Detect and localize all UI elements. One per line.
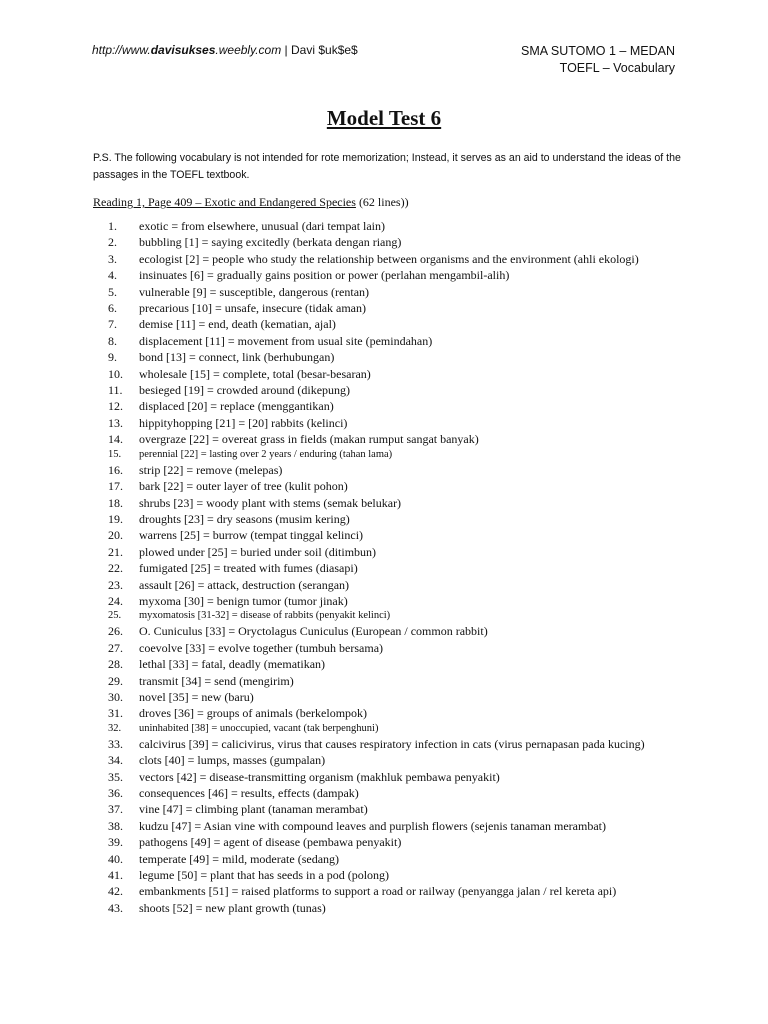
list-item (0, 511, 768, 527)
list-item (0, 867, 768, 883)
list-item-number: 8. (108, 333, 117, 348)
list-item-number: 34. (108, 753, 123, 768)
list-item (0, 673, 768, 689)
list-item-text: vectors [42] = disease-transmitting organism (makhluk pembawa penyakit) (139, 769, 500, 784)
list-item-number: 24. (108, 593, 123, 608)
list-item (0, 218, 768, 234)
list-item-text: lethal [33] = fatal, deadly (mematikan) (139, 657, 326, 672)
list-item-number: 20. (108, 528, 123, 543)
list-item (0, 316, 768, 332)
list-item-text: clots [40] = lumps, masses (gumpalan) (139, 753, 326, 768)
list-item (0, 527, 768, 543)
list-item (0, 900, 768, 916)
list-item-text: droughts [23] = dry seasons (musim kering) (139, 511, 350, 526)
list-item-text: overgraze [22] = overeat grass in fields (makan rumput sangat banyak) (139, 432, 479, 447)
list-item-number: 7. (108, 317, 117, 332)
list-item (0, 834, 768, 850)
list-item-number: 43. (108, 900, 123, 915)
list-item-number: 41. (108, 868, 123, 883)
list-item (0, 577, 768, 593)
list-item-number: 18. (108, 495, 123, 510)
website-url-suffix: .weebly.com (215, 43, 282, 57)
list-item-number: 31. (108, 706, 123, 721)
list-item-number: 9. (108, 350, 117, 365)
list-item-number: 16. (108, 462, 123, 477)
list-item (0, 300, 768, 316)
list-item-text: assault [26] = attack, destruction (serangan) (139, 577, 350, 592)
list-item-number: 12. (108, 399, 123, 414)
list-item (0, 883, 768, 899)
list-item-number: 2. (108, 235, 117, 250)
list-item-text: O. Cuniculus [33] = Oryctolagus Cuniculus (European / common rabbit) (139, 624, 488, 639)
list-item-number: 32. (108, 722, 122, 734)
header-separator: | (281, 43, 292, 57)
list-item-number: 33. (108, 736, 123, 751)
list-item-number: 1. (108, 219, 117, 233)
list-item-text: displacement [11] = movement from usual site (pemindahan) (139, 333, 433, 348)
list-item-number: 23. (108, 577, 123, 592)
list-item-number: 14. (108, 432, 123, 447)
header-author: Davi $uk$e$ (291, 43, 358, 57)
list-item-text: displaced [20] = replace (menggantikan) (139, 399, 334, 414)
list-item-text: consequences [46] = results, effects (dampak) (139, 786, 359, 800)
ps-note: P.S. The following vocabulary is not intended for rote memorization; Instead, it serves as an aid to understand the ideas of the passages in the TOEFL textbook. (93, 152, 681, 181)
list-item (0, 333, 768, 349)
list-item (0, 234, 768, 250)
header-website (92, 43, 358, 57)
list-item-number: 13. (108, 415, 123, 430)
list-item-text: novel [35] = new (baru) (139, 689, 254, 704)
list-item-text: warrens [25] = burrow (tempat tinggal kelinci) (139, 528, 364, 543)
website-url-domain: davisukses (150, 43, 216, 57)
list-item-number: 3. (108, 251, 117, 266)
list-item-number: 35. (108, 769, 123, 784)
header-school-info (521, 43, 675, 77)
list-item (0, 382, 768, 398)
list-item (0, 284, 768, 300)
list-item-number: 30. (108, 689, 123, 704)
website-url-prefix: http://www. (92, 43, 151, 57)
header-school: SMA SUTOMO 1 – MEDAN (521, 44, 675, 58)
list-item-number: 36. (108, 786, 123, 800)
list-item (0, 736, 768, 752)
list-item-text: myxomatosis [31-32] = disease of rabbits (penyakit kelinci) (139, 610, 391, 622)
header-subject: TOEFL – Vocabulary (559, 61, 675, 75)
list-item-text: wholesale [15] = complete, total (besar-besaran) (139, 366, 371, 381)
list-item-text: precarious [10] = unsafe, insecure (tidak aman) (139, 301, 367, 316)
list-item-number: 40. (108, 851, 123, 866)
list-item-text: ecologist [2] = people who study the relationship between organisms and the environment (ahli ekologi) (139, 251, 639, 266)
list-item-text: embankments [51] = raised platforms to support a road or railway (penyangga jalan / rel kereta api) (139, 884, 617, 899)
list-item-text: demise [11] = end, death (kematian, ajal) (139, 317, 336, 332)
list-item-number: 21. (108, 544, 123, 559)
list-item-number: 17. (108, 479, 123, 494)
list-item-text: plowed under [25] = buried under soil (ditimbun) (139, 544, 377, 559)
list-item-text: fumigated [25] = treated with fumes (diasapi) (139, 561, 358, 576)
list-item-text: vine [47] = climbing plant (tanaman merambat) (139, 802, 368, 817)
list-item-text: bark [22] = outer layer of tree (kulit pohon) (139, 479, 348, 494)
list-item-number: 25. (108, 610, 122, 622)
list-item-number: 26. (108, 624, 123, 639)
list-item (0, 560, 768, 576)
list-item-number: 19. (108, 511, 123, 526)
list-item (0, 851, 768, 867)
list-item-number: 5. (108, 284, 117, 299)
list-item (0, 448, 768, 462)
list-item-number: 37. (108, 802, 123, 817)
list-item (0, 818, 768, 834)
list-item-text: pathogens [49] = agent of disease (pembawa penyakit) (139, 835, 402, 850)
list-item-number: 11. (108, 383, 123, 398)
list-item-text: vulnerable [9] = susceptible, dangerous (rentan) (139, 284, 370, 299)
list-item-number: 6. (108, 301, 117, 316)
reading-lines-note: (62 lines)) (355, 195, 409, 209)
list-item-text: strip [22] = remove (melepas) (139, 462, 283, 477)
list-item-number: 39. (108, 835, 123, 850)
list-item-text: kudzu [47] = Asian vine with compound leaves and purplish flowers (sejenis tanaman merambat) (139, 818, 606, 833)
list-item-number: 15. (108, 448, 122, 460)
list-item (0, 462, 768, 478)
list-item (0, 349, 768, 365)
list-item-text: calcivirus [39] = calicivirus, virus that causes respiratory infection in cats (virus pernapasan pada kucing) (139, 736, 645, 751)
list-item (0, 623, 768, 639)
list-item-text: besieged [19] = crowded around (dikepung) (139, 383, 351, 398)
list-item-text: hippityhopping [21] = [20] rabbits (kelinci) (139, 415, 348, 430)
list-item (0, 593, 768, 609)
list-item (0, 640, 768, 656)
list-item-number: 27. (108, 640, 123, 655)
list-item (0, 689, 768, 705)
list-item-text: droves [36] = groups of animals (berkelompok) (139, 706, 368, 721)
list-item-text: shoots [52] = new plant growth (tunas) (139, 900, 326, 915)
list-item (0, 366, 768, 382)
list-item-text: transmit [34] = send (mengirim) (139, 673, 294, 688)
list-item (0, 415, 768, 431)
list-item-text: perennial [22] = lasting over 2 years / enduring (tahan lama) (139, 448, 393, 460)
list-item (0, 722, 768, 736)
list-item-number: 29. (108, 673, 123, 688)
list-item (0, 656, 768, 672)
list-item-number: 10. (108, 366, 123, 381)
list-item-text: coevolve [33] = evolve together (tumbuh bersama) (139, 640, 384, 655)
list-item (0, 609, 768, 623)
list-item-text: exotic = from elsewhere, unusual (dari tempat lain) (139, 219, 386, 233)
list-item (0, 785, 768, 801)
list-item-number: 28. (108, 657, 123, 672)
list-item-number: 42. (108, 884, 123, 899)
list-item (0, 752, 768, 768)
list-item-text: bond [13] = connect, link (berhubungan) (139, 350, 335, 365)
list-item-text: uninhabited [38] = unoccupied, vacant (tak berpenghuni) (139, 722, 379, 734)
list-item-text: bubbling [1] = saying excitedly (berkata dengan riang) (139, 235, 402, 250)
list-item (0, 705, 768, 721)
reading-heading (93, 195, 409, 210)
list-item-text: myxoma [30] = benign tumor (tumor jinak) (139, 593, 348, 608)
vocabulary-list (0, 218, 768, 916)
list-item (0, 801, 768, 817)
list-item-text: temperate [49] = mild, moderate (sedang) (139, 851, 340, 866)
list-item-text: legume [50] = plant that has seeds in a pod (polong) (139, 868, 390, 883)
list-item (0, 769, 768, 785)
list-item (0, 398, 768, 414)
list-item (0, 431, 768, 447)
list-item-text: insinuates [6] = gradually gains position or power (perlahan mengambil-alih) (139, 268, 510, 283)
list-item-number: 4. (108, 268, 117, 283)
list-item-number: 22. (108, 561, 123, 576)
list-item (0, 251, 768, 267)
list-item-number: 38. (108, 818, 123, 833)
reading-heading-title: Reading 1, Page 409 – Exotic and Endangered Species (93, 195, 356, 209)
list-item (0, 267, 768, 283)
page-title: Model Test 6 (326, 106, 442, 130)
list-item (0, 544, 768, 560)
list-item (0, 495, 768, 511)
list-item-text: shrubs [23] = woody plant with stems (semak belukar) (139, 495, 402, 510)
list-item (0, 478, 768, 494)
